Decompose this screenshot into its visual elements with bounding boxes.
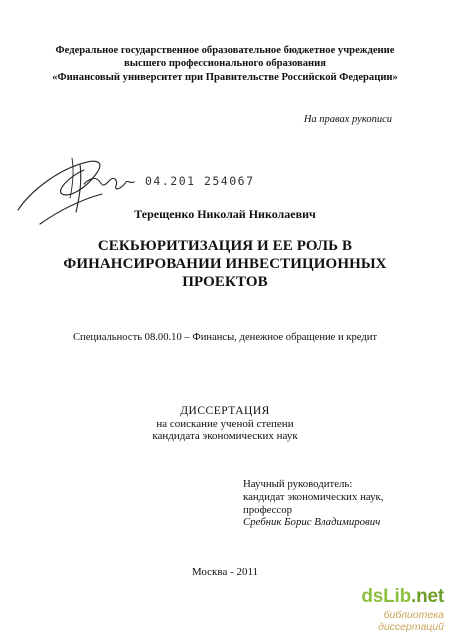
institution-line-1: Федеральное государственное образовательное бюджетное учреждение xyxy=(55,45,395,56)
dslib-subtitle: библиотека диссертаций xyxy=(378,609,444,633)
rights-note: На правах рукописи xyxy=(303,114,392,125)
dissertation-heading: ДИССЕРТАЦИЯ xyxy=(180,405,270,417)
dissertation-block xyxy=(0,405,450,443)
title-line-3: ПРОЕКТОВ xyxy=(182,274,268,290)
dslib-logo[interactable] xyxy=(316,586,444,608)
dslib-watermark[interactable] xyxy=(316,586,444,633)
degree-line-2: кандидата экономических наук xyxy=(152,430,298,442)
registration-stamp: 04.201 254067 xyxy=(145,174,255,188)
supervisor-block xyxy=(243,478,383,529)
author-name: Терещенко Николай Николаевич xyxy=(134,207,316,221)
institution-line-3: «Финансовый университет при Правительстве Российской Федерации» xyxy=(52,71,398,83)
degree-line-1: на соискание ученой степени xyxy=(156,417,294,430)
supervisor-name: Сребник Борис Владимирович xyxy=(243,516,381,529)
title-line-1: СЕКЬЮРИТИЗАЦИЯ И ЕЕ РОЛЬ В xyxy=(97,238,353,254)
institution-line-2: высшего профессионального образования xyxy=(124,58,326,70)
supervisor-degree: кандидат экономических наук, xyxy=(243,490,384,503)
specialty-line: Специальность 08.00.10 – Финансы, денежное обращение и кредит xyxy=(72,332,378,343)
supervisor-label: Научный руководитель: xyxy=(243,478,353,490)
supervisor-rank: профессор xyxy=(243,503,293,516)
title-line-2: ФИНАНСИРОВАНИИ ИНВЕСТИЦИОННЫХ xyxy=(63,256,387,272)
place-year: Москва - 2011 xyxy=(191,566,259,578)
logo-main-text: dsLib xyxy=(361,586,412,607)
logo-tld-text: .net xyxy=(411,586,444,607)
dissertation-title xyxy=(0,237,450,291)
institution-header xyxy=(0,44,450,84)
